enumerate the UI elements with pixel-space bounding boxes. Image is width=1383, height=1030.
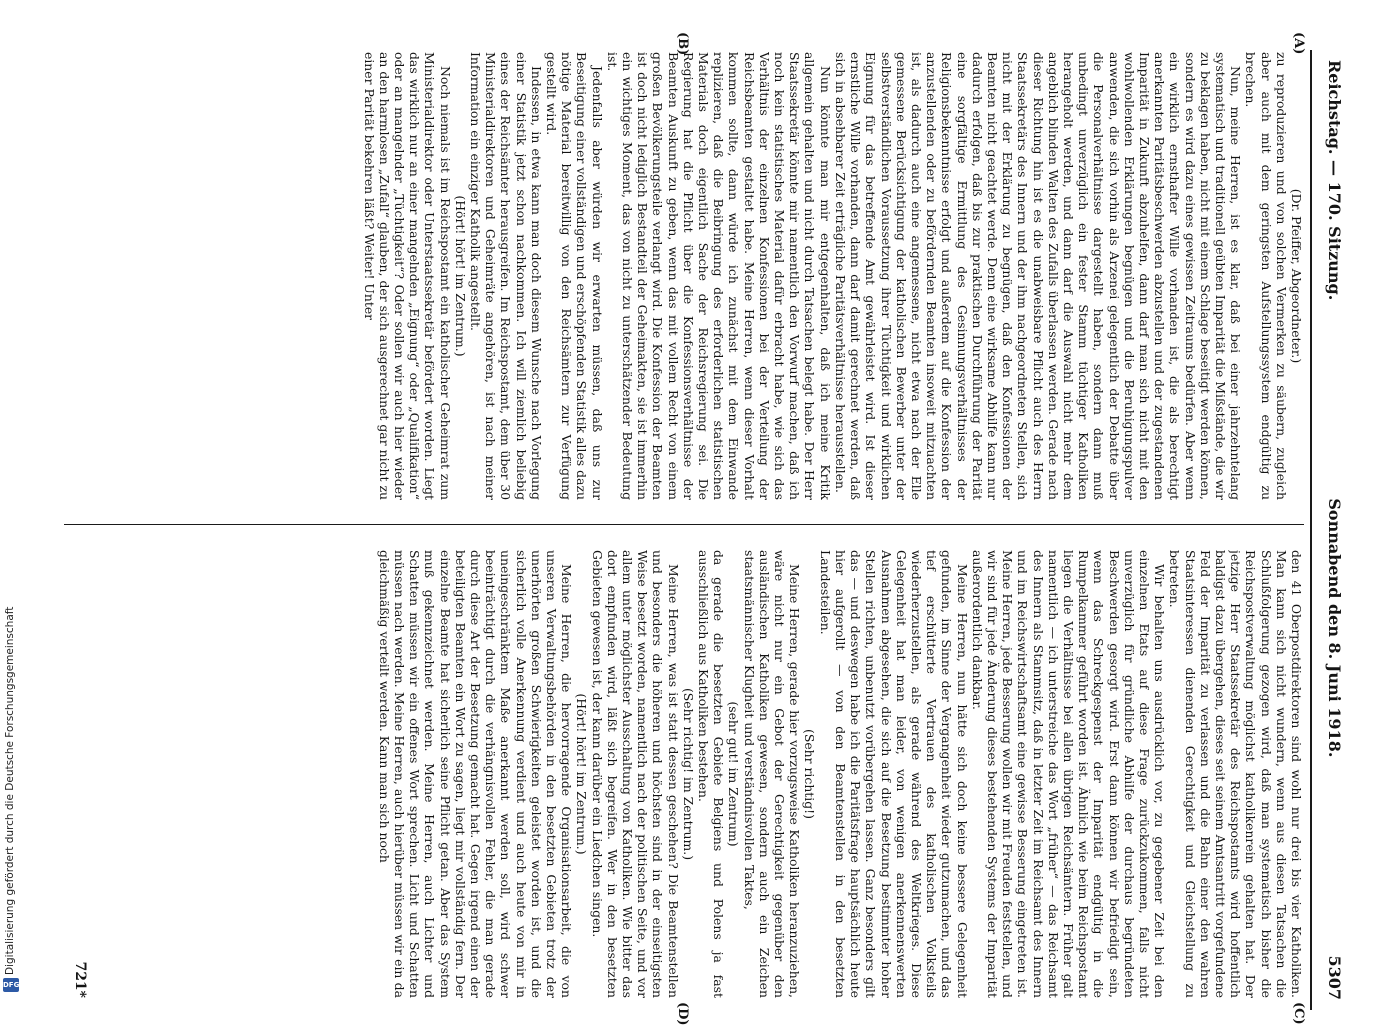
interjection: (Sehr richtig! im Zentrum.): [680, 687, 696, 861]
paragraph: Wir behalten uns ausdrücklich vor, zu gegebener Zeit bei den einzelnen Etats auf diese Frage zurückzukommen, falls nicht unverzüglich für gründliche Abhilfe der durchaus begründeten Beschwerden gesorgt wird. Erst dann können wir befriedigt sein, wenn das Schreckgespenst der Imparität endgültig in die Rumpelkammer geführt worden ist. Ähnlich wie beim Reichspostamt liegen die Verhältnisse bei allen übrigen Reichsämtern. Früher galt namentlich — ich unterstreiche das Wort „früher“ — das Reichsamt des Innern als Stammsitz, daß in letzter Zeit im Reichsamt des Innern und im Reichswirtschaftsamt eine gewisse Besserung eingetreten ist. Meine Herren, jede Besserung wollen wir mit Freuden feststellen, und wir sind für jede Änderung dieses bestehenden Systems der Imparität außerordentlich dankbar.: [969, 550, 1168, 998]
speaker-note: (Dr. Pfeiffer, Abgeordneter.): [1289, 188, 1304, 364]
paragraph: zu reproduzieren und von solchen Vermerken zu säubern, zugleich aber auch mit dem geringsten Aufstellungssystem endgültig zu brechen.: [1243, 52, 1289, 500]
header-date: Sonnabend den 8. Juni 1918.: [1325, 498, 1345, 758]
paragraph: Jedenfalls aber würden wir erwarten müssen, daß uns zur Beseitigung einer vollständigen und erschöpfenden Statistik alles dazu nötige Material bereitwillig von den Reichsämtern zur Verfügung gestellt wird.: [544, 52, 605, 500]
right-column: [64, 550, 1304, 998]
digitization-sidebar: [0, 0, 22, 1000]
paragraph: Indessen, in etwa kann man doch diesem Wunsche nach Vorlegung einer Statistik jetzt schon nachkommen. Ich will ziemlich beliebig eines der Reichsämter herausgreifen. Im Reichspostamt, dem über 30 Ministerialdirektoren und Geheimräte angehören, ist nach meiner Information ein einziger Katholik angestellt.: [468, 52, 544, 500]
paragraph: Nun, meine Herren, ist es klar, daß bei einer jahrzehntelang systematisch und traditionell geübten Imparität die Mißstände, die wir zu beklagen haben, nicht mit einem Schlage beseitigt werden können, sondern es wird dazu eines gewissen Zeitraums bedürfen. Aber wenn ein wirklich ernsthafter Wille vorhanden ist, die als berechtigt anerkannten Paritätsbeschwerden abzustellen und der zugestandenen Imparität in Zukunft abzuhelfen, dann darf man sich nicht mit den wohlwollenden Erklärungen begnügen und die Beruhigungspulver anwenden, die sich vorhin als Arzenei gelegentlich der Debatte über die Personalverhältnisse dargestellt haben, sondern dann muß unbedingt unverzüglich ein fester Stamm tüchtiger Katholiken herangeholt werden, und dann darf die Auswahl nicht mehr dem angeblich blinden Walten des Zufalls überlassen werden. Gerade nach dieser Richtung hin ist es die unabweisbare Pflicht auch des Herrn Staatssekretärs des Innern und der ihm nachgeordneten Stellen, sich nicht mit der Erklärung zu begnügen, daß den Konfessionen der Beamten nicht geachtet werde. Denn eine wirksame Abhilfe kann nur dadurch erfolgen, daß bis zur praktischen Durchführung der Parität eine sorgfältige Ermittlung des Gesinnungsverhältnisses der Religionsbekenntnisse erfolgt und außerdem auf die Konfession der anzustellenden oder zu befördernden Beamten insoweit mitzuachten ist, als dadurch auch eine angemessene, nicht etwa nach der Elle gemessene Berücksichtigung der katholischen Bewerber unter der selbstverständlichen Voraussetzung ihrer Tüchtigkeit und wirklichen Eignung für das betreffende Amt gewährleistet wird. Ist dieser ernstliche Wille vorhanden, dann darf damit gerechnet werden, daß sich in absehbarer Zeit erträgliche Paritätsverhältnisse herausstellen.: [832, 52, 1244, 500]
paragraph: Nun könnte man mir entgegenhalten, daß ich meine Kritik allgemein gehalten und nicht durch Tatsachen belegt habe. Der Herr Staatssekretär könnte mir namentlich den Vorwurf machen, daß ich noch kein statistisches Material dafür erbracht habe, wie sich das Verhältnis der einzelnen Konfessionen bei der Verteilung der Reichsbeamten gestaltet habe. Meine Herren, wenn dieser Vorhalt kommen sollte, dann würde ich zunächst mit dem Einwande replizieren, daß die Beibringung des erforderlichen statistischen Materials doch eigentlich Sache der Reichsregierung sei. Die Regierung hat die Pflicht über die Konfessionsverhältnisse der Beamten Auskunft zu geben, wenn das mit vollem Recht von einem großen Bevölkerungsteile verlangt wird. Die Konfession der Beamten ist doch nicht lediglich Bestandteil der Geheimakten, sie ist immerhin ein wichtiges Moment, das von nicht zu unterschätzender Bedeutung ist.: [604, 52, 833, 500]
rotated-newspaper-page: [50, 30, 1350, 1030]
left-column: [64, 52, 1304, 500]
margin-marker-a: (A): [1291, 32, 1306, 55]
margin-marker-c: (C): [1291, 1002, 1306, 1025]
interjection: (Hört! hört! im Zentrum.): [574, 693, 590, 855]
paragraph: Meine Herren, gerade hier vorzugsweise Katholiken heranzuziehen, wäre nicht nur ein Gebot der Gerechtigkeit gegenüber den ausländischen Katholiken gewesen, sondern auch ein Zeichen staatsmännischer Klugheit und verständnisvollen Taktes,: [741, 550, 803, 998]
page-header: [1320, 60, 1350, 1000]
column-divider: [64, 524, 1304, 525]
paragraph: Meine Herren, was ist statt dessen geschehen? Die Beamtenstellen und besonders die höheren und höchsten sind in der einseitigsten Weise besetzt worden, namentlich nach der politischen Seite, und vor allem unter möglichster Ausschaltung von Katholiken. Wie bitter das dort empfunden wird, läßt sich begreifen. Wer in den besetzten Gebieten gewesen ist, der kann darüber ein Liedchen singen.: [589, 550, 681, 998]
interjection: (Hört! hört! im Zentrum.): [452, 195, 468, 357]
paragraph: Meine Herren, nun hätte sich doch keine bessere Gelegenheit gefunden, im Sinne der Vergangenheit wieder gutzumachen, und das tief erschütterte Vertrauen des katholischen Volksteils wiederherzustellen, als gerade während des Weltkrieges. Diese Gelegenheit hat man leider, von wenigen anerkennenswerten Ausnahmen abgesehen, die sich auf die Besetzung bestimmter hoher Stellen richten, unbenutzt vorübergehen lassen. Ganz besonders gilt das — und deswegen habe ich die Paritätsfrage hauptsächlich heute hier aufgerollt — von den Beamtenstellen in den besetzten Landesteilen.: [817, 550, 970, 998]
digitization-credit: Digitalisierung gefördert durch die Deutsche Forschungsgemeinschaft: [4, 606, 16, 975]
margin-marker-d: (D): [675, 1002, 690, 1026]
margin-marker-b: (B): [675, 32, 690, 56]
paragraph: den 41 Oberpostdirektoren sind wohl nur drei bis vier Katholiken. Man kann sich nicht wundern, wenn aus diesen Tatsachen die Schlußfolgerung gezogen wird, daß man systematisch bisher die Reichspostverwaltung möglichst katholikenrein gehalten hat. Der jetzige Herr Staatssekretär des Reichspostamts wird hoffentlich baldigst dazu übergehen, dieses seit seinem Amtsantritt vorgefundene Feld der Imparität zu verlassen und die Bahn einer den wahren Staatsinteressen dienenden Gerechtigkeit und Gleichstellung zu betreten.: [1167, 550, 1304, 998]
paragraph: Noch niemals ist im Reichspostamt ein katholischer Geheimrat zum Ministerialdirektor oder Unterstaatssekretär befördert worden. Liegt das wirklich nur an einer mangelnden „Eignung“ oder „Qualifikation“ oder an mangelnder „Tüchtigkeit“? Oder sollen wir auch hier wieder an den harmlosen „Zufall“ glauben, der sich ausgerechnet gar nicht zu einer Parität bekehren läßt? Weiter! Unter: [361, 52, 453, 500]
paragraph: Meine Herren, die hervorragende Organisationsarbeit, die von unseren Verwaltungsbehörden in den besetzten Gebieten trotz der unerhörten großen Schwierigkeiten geleistet worden ist, und die sicherlich volle Anerkennung verdient und auch heute von mir in uneingeschränktem Maße anerkannt werden soll, wird schwer beeinträchtigt durch die verhängnisvollen Fehler, die man gerade durch diese Art der Besetzung gemacht hat. Gegen irgend einen der beteiligten Beamten ein Wort zu sagen, liegt mir vollständig fern. Der einzelne Beamte hat sicherlich seine Pflicht getan. Aber das System muß gekennzeichnet werden. Meine Herren, auch Lichter und Schatten müssen wir ein offenes Wort sprechen. Licht und Schatten müssen nach werden. Meine Herren, auch hierüber müssen wir ein da gleichmäßig verteilt werden. Kann man sich noch: [376, 550, 575, 998]
dfg-logo: DFG: [3, 978, 19, 992]
interjection: (sehr gut! im Zentrum): [726, 701, 742, 847]
paragraph: da gerade die besetzten Gebiete Belgiens und Polens ja fast ausschließlich aus Katholiken bestehen.: [696, 550, 727, 998]
header-rule: [1310, 50, 1312, 1010]
page-number: 5307: [1325, 955, 1345, 1000]
signature-mark: 721*: [72, 961, 88, 998]
interjection: (Sehr richtig!): [802, 729, 818, 819]
header-left: Reichstag. — 170. Sitzung.: [1325, 60, 1345, 301]
